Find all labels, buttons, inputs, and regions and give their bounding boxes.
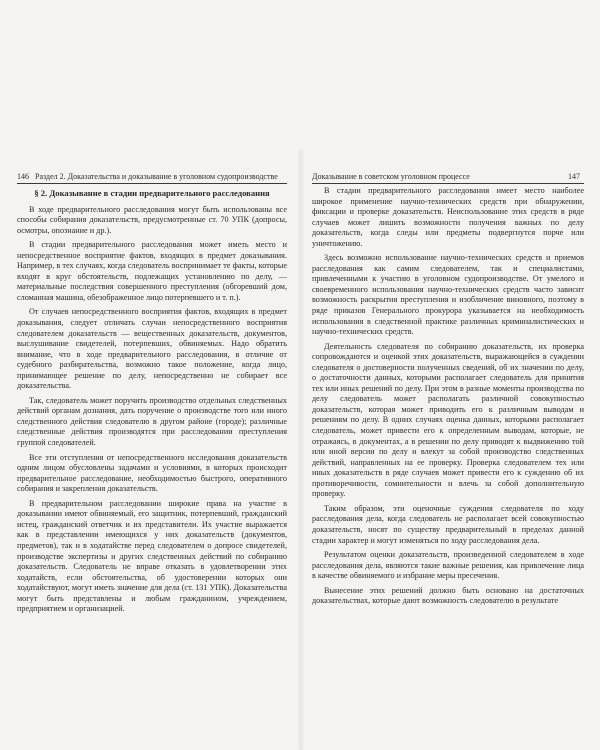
page-number-right: 147: [568, 172, 580, 181]
left-running-head: [17, 172, 287, 184]
paragraph: Результатом оценки доказательств, произведенной следователем в ходе расследования дела, являются такие важные решения, как привлечение лица в качестве обвиняемого и избрание меры пресечения.: [312, 550, 584, 581]
paragraph: Таким образом, эти оценочные суждения следователя по ходу расследования дела, когда следователь не располагает всей совокупностью доказательств, носят по существу предварительный в пределах данной стадии характер и могут изменяться по ходу расследования дела.: [312, 503, 584, 545]
paragraph: Здесь возможно использование научно-технических средств и приемов расследования как самим следователем, так и специалистами, привлеченными к участию в уголовном судопроизводстве. От умелого и своевременного использования научно-технических средств часто зависит возможность раскрытия преступления и изобличение виновного, поэтому в ряде приказов Генерального прокурора указывается на необходимость использования в следственной практике различных криминалистических и научно-технических средств.: [312, 253, 584, 337]
left-page-body: [17, 186, 287, 619]
paragraph: В стадии предварительного расследования может иметь место и непосредственное восприятие фактов, входящих в предмет доказывания. Например, в тех случаях, когда следователь воспринимает те факты, которые входят в круг обстоятельств, подлежащих установлению по делу, — материальные последствия совершенного преступления (обгоревший дом, сломанная машина, обезображенное лицо потерпевшего и т. п.).: [17, 240, 287, 302]
running-head-title-left: Раздел 2. Доказательства и доказывание в уголовном судопроизводстве: [35, 172, 278, 181]
paragraph: От случаев непосредственного восприятия фактов, входящих в предмет доказывания, следует отличать случаи непосредственного восприятия следователем доказательств — вещественных доказательств, документов, выслушивание свидетелей, потерпевших, обвиняемых. Надо обратить внимание, что в ходе предварительного расследования, в отличие от судебного разбирательства, возможно такое положение, когда лицо, принимающее решение по делу, непосредственно не собирает все доказательства.: [17, 307, 287, 391]
paragraph: Деятельность следователя по собиранию доказательств, их проверка сопровождаются и оценкой этих доказательств, выражающейся в суждении следователя о достоверности полученных сведений, об их значении по делу, о достаточности данных, которыми располагает следователь для принятия тех или иных решений по делу. При этом в разные моменты производства по делу следователь может располагать различной совокупностью доказательств, которая может приводить его к различным выводам и решениям по делу. В одних случаях оценка данных, которыми располагает следователь, может привести его к определенным выводам, которые, не отражаясь, в документах, а в решении по делу приводят к выдвижению той или иной версии по делу и влекут за собой производство следственных действий, направленных на ее проверку. Проверка следователем тех или иных доказательств в ряде случаев может привести его к суждению об их противоречивости, сомнительности и влечь за собой дополнительную проверку.: [312, 341, 584, 499]
right-page-body: [312, 186, 584, 611]
paragraph: В предварительном расследовании широкие права на участие в доказывании имеют обвиняемый, его защитник, потерпевший, гражданский истец, гражданский ответчик и их представители. Их участие выражается как в представлении имеющихся у них доказательств (документов, предметов), так и в ходатайстве перед следователем о допросе свидетелей, производстве экспертизы и других следственных действий по собиранию доказательств. Следователь не вправе отказать в удовлетворении этих ходатайств, если обстоятельства, об удостоверении которых они ходатайствуют, могут иметь значение для дела (ст. 131 УПК). Доказательства могут быть представлены и любым гражданином, учреждением, предприятием и организацией.: [17, 498, 287, 614]
book-gutter: [297, 150, 305, 750]
right-running-head: [312, 172, 584, 184]
paragraph: Все эти отступления от непосредственного исследования доказательств одним лицом обусловлены задачами и условиями, в которых происходит предварительное расследование, необходимостью быстрого, оперативного собирания и закрепления доказательств.: [17, 452, 287, 494]
page-number-left: 146: [17, 172, 29, 181]
paragraph: В ходе предварительного расследования могут быть использованы все способы собирания доказательств, предусмотренные ст. 70 УПК (допросы, осмотры, опознание и др.).: [17, 204, 287, 235]
paragraph: Так, следователь может поручить производство отдельных следственных действий органам дознания, дать поручение о производстве того или иного следственного действия следователю в другом районе (городе); различные следственные действия производятся при расследовании преступления группой следователей.: [17, 395, 287, 448]
section-title: § 2. Доказывание в стадии предварительного расследования: [34, 188, 270, 198]
paragraph: Вынесение этих решений должно быть основано на достаточных доказательствах, которые дают возможность следователю в результате: [312, 585, 584, 606]
paragraph: В стадии предварительного расследования имеет место наиболее широкое применение научно-технических средств при обнаружении, фиксации и проверке доказательств. Неиспользование этих средств в ряде случаев может лишить возможности получения важных по делу доказательств, когда следы или предметы подвергнутся порче или уничтожению.: [312, 186, 584, 248]
running-head-title-right: Доказывание в советском уголовном процессе: [312, 172, 470, 181]
